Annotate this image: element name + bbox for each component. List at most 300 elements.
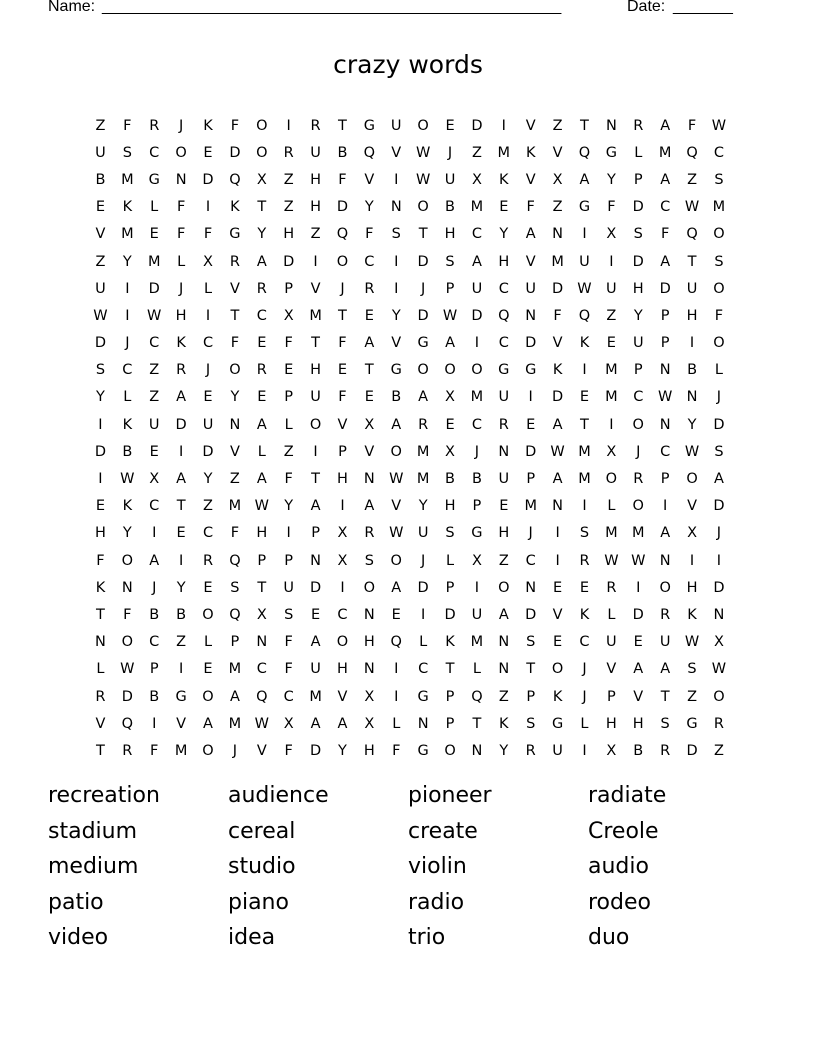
grid-cell[interactable]: H — [310, 171, 322, 188]
grid-cell[interactable]: R — [149, 117, 160, 134]
grid-cell[interactable]: F — [392, 742, 401, 759]
grid-cell[interactable]: R — [660, 606, 671, 623]
grid-cell[interactable]: I — [152, 525, 157, 542]
grid-cell[interactable]: H — [363, 634, 375, 651]
grid-cell[interactable]: P — [660, 307, 670, 324]
grid-cell[interactable]: O — [202, 606, 214, 623]
grid-cell[interactable]: B — [687, 362, 698, 379]
grid-cell[interactable]: Q — [471, 688, 483, 705]
grid-cell[interactable]: W — [389, 471, 404, 488]
grid-cell[interactable]: V — [95, 226, 106, 243]
grid-cell[interactable]: V — [391, 144, 402, 161]
grid-cell[interactable]: N — [256, 634, 268, 651]
grid-cell[interactable]: I — [125, 280, 130, 297]
grid-cell[interactable]: J — [232, 742, 238, 759]
grid-cell[interactable]: V — [256, 742, 267, 759]
grid-cell[interactable]: Q — [336, 226, 349, 243]
grid-cell[interactable]: N — [363, 661, 375, 678]
grid-cell[interactable]: W — [684, 634, 700, 651]
grid-cell[interactable]: N — [498, 443, 510, 460]
grid-cell[interactable]: D — [686, 742, 698, 759]
grid-cell[interactable]: I — [582, 362, 587, 379]
grid-cell[interactable]: K — [579, 335, 590, 352]
grid-cell[interactable]: H — [310, 199, 322, 216]
grid-cell[interactable]: F — [660, 226, 670, 243]
grid-cell[interactable]: B — [633, 742, 644, 759]
grid-cell[interactable]: E — [579, 389, 590, 406]
grid-cell[interactable]: U — [471, 280, 483, 297]
grid-cell[interactable]: Y — [633, 307, 643, 324]
grid-cell[interactable]: E — [606, 335, 616, 352]
grid-cell[interactable]: D — [444, 606, 456, 623]
grid-cell[interactable]: K — [499, 715, 509, 732]
grid-cell[interactable]: C — [149, 634, 160, 651]
grid-cell[interactable]: N — [659, 416, 671, 433]
grid-cell[interactable]: D — [471, 117, 483, 134]
grid-cell[interactable]: M — [309, 688, 322, 705]
grid-cell[interactable]: D — [148, 280, 160, 297]
grid-cell[interactable]: U — [95, 280, 106, 297]
grid-cell[interactable]: C — [337, 606, 348, 623]
grid-cell[interactable]: U — [444, 171, 456, 188]
grid-cell[interactable]: E — [553, 634, 563, 651]
grid-cell[interactable]: Y — [122, 253, 132, 270]
grid-cell[interactable]: R — [122, 742, 133, 759]
grid-cell[interactable]: C — [283, 688, 294, 705]
grid-cell[interactable]: O — [256, 117, 268, 134]
grid-cell[interactable]: D — [552, 280, 564, 297]
grid-cell[interactable]: N — [363, 471, 375, 488]
grid-cell[interactable]: I — [582, 226, 587, 243]
grid-cell[interactable]: O — [336, 253, 349, 270]
grid-cell[interactable]: M — [121, 226, 134, 243]
grid-cell[interactable]: T — [418, 226, 428, 243]
grid-cell[interactable]: X — [471, 552, 482, 569]
grid-cell[interactable]: R — [660, 742, 671, 759]
grid-cell[interactable]: N — [552, 498, 564, 515]
grid-cell[interactable]: W — [389, 525, 404, 542]
grid-cell[interactable]: C — [471, 226, 482, 243]
grid-cell[interactable]: X — [364, 715, 375, 732]
grid-cell[interactable]: V — [95, 715, 106, 732]
grid-cell[interactable]: O — [686, 471, 698, 488]
grid-cell[interactable]: A — [445, 335, 455, 352]
grid-cell[interactable]: O — [444, 362, 456, 379]
grid-cell[interactable]: Q — [363, 144, 376, 161]
grid-cell[interactable]: W — [631, 552, 646, 569]
grid-cell[interactable]: B — [176, 606, 187, 623]
grid-cell[interactable]: O — [121, 552, 134, 569]
grid-cell[interactable]: Z — [95, 253, 106, 270]
grid-cell[interactable]: V — [552, 144, 563, 161]
grid-cell[interactable]: F — [284, 634, 293, 651]
grid-cell[interactable]: O — [202, 688, 214, 705]
grid-cell[interactable]: N — [390, 199, 402, 216]
grid-cell[interactable]: Z — [310, 226, 321, 243]
grid-cell[interactable]: K — [579, 606, 590, 623]
grid-cell[interactable]: I — [555, 552, 560, 569]
grid-cell[interactable]: Z — [229, 471, 240, 488]
grid-cell[interactable]: Q — [686, 144, 698, 161]
grid-cell[interactable]: V — [364, 171, 375, 188]
grid-cell[interactable]: P — [606, 688, 616, 705]
grid-cell[interactable]: B — [445, 199, 455, 216]
grid-cell[interactable]: D — [525, 443, 537, 460]
grid-cell[interactable]: F — [338, 171, 347, 188]
grid-cell[interactable]: A — [391, 579, 402, 596]
grid-cell[interactable]: T — [364, 362, 374, 379]
grid-cell[interactable]: X — [337, 552, 348, 569]
grid-cell[interactable]: I — [178, 661, 184, 678]
grid-cell[interactable]: R — [176, 362, 187, 379]
grid-cell[interactable]: W — [120, 661, 135, 678]
grid-cell[interactable]: E — [95, 498, 106, 515]
grid-cell[interactable]: M — [712, 199, 726, 216]
grid-cell[interactable]: S — [445, 525, 455, 542]
grid-cell[interactable]: E — [203, 661, 213, 678]
grid-cell[interactable]: A — [310, 715, 321, 732]
grid-cell[interactable]: N — [498, 634, 510, 651]
grid-cell[interactable]: Z — [149, 362, 160, 379]
grid-cell[interactable]: U — [498, 471, 510, 488]
grid-cell[interactable]: J — [125, 335, 130, 352]
grid-cell[interactable]: G — [551, 715, 564, 732]
grid-cell[interactable]: I — [394, 688, 399, 705]
grid-cell[interactable]: Z — [176, 634, 187, 651]
grid-cell[interactable]: I — [286, 117, 291, 134]
grid-cell[interactable]: A — [337, 715, 348, 732]
grid-cell[interactable]: O — [229, 362, 241, 379]
grid-cell[interactable]: V — [337, 416, 348, 433]
grid-cell[interactable]: S — [714, 253, 724, 270]
grid-cell[interactable]: A — [660, 171, 671, 188]
grid-cell[interactable]: S — [579, 525, 590, 542]
grid-cell[interactable]: L — [607, 498, 616, 515]
grid-cell[interactable]: S — [687, 661, 697, 678]
grid-cell[interactable]: W — [415, 144, 431, 161]
grid-cell[interactable]: Y — [96, 389, 105, 406]
grid-cell[interactable]: C — [364, 253, 375, 270]
grid-cell[interactable]: E — [257, 389, 267, 406]
grid-cell[interactable]: A — [391, 416, 402, 433]
grid-cell[interactable]: E — [203, 389, 213, 406]
grid-cell[interactable]: Q — [390, 634, 402, 651]
grid-cell[interactable]: A — [310, 498, 321, 515]
grid-cell[interactable]: J — [420, 280, 426, 297]
grid-cell[interactable]: M — [416, 443, 430, 460]
grid-cell[interactable]: U — [390, 117, 402, 134]
grid-cell[interactable]: N — [525, 307, 537, 324]
grid-cell[interactable]: K — [122, 199, 133, 216]
grid-cell[interactable]: G — [686, 715, 698, 732]
grid-cell[interactable]: N — [659, 362, 671, 379]
grid-cell[interactable]: L — [257, 443, 266, 460]
grid-cell[interactable]: J — [178, 117, 184, 134]
grid-cell[interactable]: X — [364, 688, 375, 705]
grid-cell[interactable]: M — [578, 471, 591, 488]
grid-cell[interactable]: O — [202, 742, 214, 759]
grid-cell[interactable]: Q — [229, 552, 241, 569]
grid-cell[interactable]: I — [689, 552, 695, 569]
grid-cell[interactable]: R — [606, 579, 617, 596]
grid-cell[interactable]: J — [582, 661, 587, 678]
grid-cell[interactable]: W — [684, 443, 700, 460]
grid-cell[interactable]: J — [340, 280, 345, 297]
grid-cell[interactable]: Z — [498, 688, 509, 705]
grid-cell[interactable]: H — [444, 498, 456, 515]
grid-cell[interactable]: X — [606, 742, 617, 759]
grid-cell[interactable]: E — [391, 606, 401, 623]
grid-cell[interactable]: B — [337, 144, 348, 161]
grid-cell[interactable]: D — [417, 307, 429, 324]
grid-cell[interactable]: Q — [498, 307, 510, 324]
grid-cell[interactable]: R — [713, 715, 724, 732]
grid-cell[interactable]: W — [254, 715, 269, 732]
grid-cell[interactable]: O — [336, 634, 349, 651]
grid-cell[interactable]: Y — [364, 199, 374, 216]
grid-cell[interactable]: R — [283, 144, 294, 161]
grid-cell[interactable]: P — [445, 579, 455, 596]
grid-cell[interactable]: T — [257, 579, 267, 596]
grid-cell[interactable]: O — [390, 443, 402, 460]
grid-cell[interactable]: B — [149, 688, 160, 705]
grid-cell[interactable]: L — [607, 606, 616, 623]
grid-cell[interactable]: D — [229, 144, 241, 161]
grid-cell[interactable]: F — [526, 199, 535, 216]
grid-cell[interactable]: H — [363, 742, 375, 759]
grid-cell[interactable]: E — [203, 144, 213, 161]
grid-cell[interactable]: T — [526, 661, 536, 678]
grid-cell[interactable]: Y — [257, 226, 267, 243]
grid-cell[interactable]: Q — [229, 171, 241, 188]
grid-cell[interactable]: F — [284, 742, 293, 759]
grid-cell[interactable]: N — [552, 226, 564, 243]
grid-cell[interactable]: A — [256, 471, 267, 488]
grid-cell[interactable]: L — [419, 634, 428, 651]
grid-cell[interactable]: C — [471, 416, 482, 433]
grid-cell[interactable]: C — [633, 389, 644, 406]
grid-cell[interactable]: U — [632, 335, 644, 352]
grid-cell[interactable]: D — [202, 171, 214, 188]
grid-cell[interactable]: R — [633, 117, 644, 134]
grid-cell[interactable]: M — [497, 144, 511, 161]
grid-cell[interactable]: J — [178, 280, 184, 297]
grid-cell[interactable]: G — [417, 742, 429, 759]
grid-cell[interactable]: G — [229, 226, 241, 243]
grid-cell[interactable]: A — [552, 471, 563, 488]
grid-cell[interactable]: B — [471, 471, 482, 488]
grid-cell[interactable]: D — [121, 688, 133, 705]
grid-cell[interactable]: E — [176, 525, 186, 542]
grid-cell[interactable]: I — [98, 471, 103, 488]
grid-cell[interactable]: G — [175, 688, 187, 705]
grid-cell[interactable]: Y — [391, 307, 401, 324]
grid-cell[interactable]: C — [418, 661, 429, 678]
grid-cell[interactable]: A — [633, 661, 644, 678]
grid-cell[interactable]: S — [633, 226, 643, 243]
grid-cell[interactable]: Z — [283, 199, 294, 216]
grid-cell[interactable]: A — [660, 525, 671, 542]
grid-cell[interactable]: A — [256, 253, 267, 270]
grid-cell[interactable]: J — [716, 389, 722, 406]
grid-cell[interactable]: E — [364, 307, 374, 324]
grid-cell[interactable]: J — [474, 443, 480, 460]
grid-cell[interactable]: N — [363, 606, 375, 623]
grid-cell[interactable]: Y — [499, 226, 509, 243]
grid-cell[interactable]: S — [714, 171, 724, 188]
grid-cell[interactable]: O — [471, 362, 483, 379]
grid-cell[interactable]: U — [525, 280, 536, 297]
grid-cell[interactable]: Z — [95, 117, 106, 134]
grid-cell[interactable]: I — [394, 171, 399, 188]
grid-cell[interactable]: A — [660, 253, 671, 270]
grid-cell[interactable]: P — [633, 171, 643, 188]
grid-cell[interactable]: N — [310, 552, 321, 569]
grid-cell[interactable]: V — [525, 117, 536, 134]
grid-cell[interactable]: O — [417, 199, 429, 216]
grid-cell[interactable]: X — [606, 226, 617, 243]
grid-cell[interactable]: L — [123, 389, 132, 406]
grid-cell[interactable]: X — [256, 171, 267, 188]
grid-cell[interactable]: A — [364, 335, 375, 352]
grid-cell[interactable]: M — [121, 171, 134, 188]
grid-cell[interactable]: H — [94, 525, 106, 542]
grid-cell[interactable]: T — [96, 606, 105, 623]
grid-cell[interactable]: D — [713, 416, 725, 433]
grid-cell[interactable]: Y — [499, 742, 509, 759]
grid-cell[interactable]: W — [604, 552, 619, 569]
grid-cell[interactable]: H — [686, 579, 698, 596]
grid-cell[interactable]: G — [471, 525, 483, 542]
grid-cell[interactable]: S — [95, 362, 106, 379]
grid-cell[interactable]: W — [120, 471, 135, 488]
grid-cell[interactable]: L — [472, 661, 481, 678]
grid-cell[interactable]: W — [550, 443, 565, 460]
grid-cell[interactable]: H — [632, 280, 644, 297]
grid-cell[interactable]: D — [552, 389, 564, 406]
grid-cell[interactable]: R — [202, 552, 214, 569]
grid-cell[interactable]: I — [609, 253, 614, 270]
grid-cell[interactable]: M — [605, 389, 618, 406]
grid-cell[interactable]: Z — [471, 144, 482, 161]
grid-cell[interactable]: I — [125, 307, 130, 324]
grid-cell[interactable]: E — [257, 335, 267, 352]
grid-cell[interactable]: S — [284, 606, 294, 623]
grid-cell[interactable]: T — [338, 117, 347, 134]
grid-cell[interactable]: N — [686, 389, 698, 406]
grid-cell[interactable]: W — [657, 389, 673, 406]
grid-cell[interactable]: K — [552, 362, 563, 379]
grid-cell[interactable]: C — [256, 307, 267, 324]
grid-cell[interactable]: R — [579, 552, 590, 569]
grid-cell[interactable]: D — [525, 335, 537, 352]
grid-cell[interactable]: B — [95, 171, 106, 188]
grid-cell[interactable]: X — [471, 171, 482, 188]
grid-cell[interactable]: T — [580, 416, 589, 433]
grid-cell[interactable]: M — [658, 144, 672, 161]
grid-cell[interactable]: Q — [578, 307, 591, 324]
grid-cell[interactable]: I — [689, 335, 695, 352]
grid-cell[interactable]: P — [526, 688, 536, 705]
grid-cell[interactable]: A — [176, 389, 187, 406]
grid-cell[interactable]: Z — [713, 742, 724, 759]
grid-cell[interactable]: U — [417, 525, 429, 542]
grid-cell[interactable]: O — [713, 226, 725, 243]
grid-cell[interactable]: I — [582, 742, 587, 759]
grid-cell[interactable]: K — [122, 498, 133, 515]
grid-cell[interactable]: J — [420, 552, 426, 569]
grid-cell[interactable]: I — [205, 199, 211, 216]
grid-cell[interactable]: R — [418, 416, 429, 433]
grid-cell[interactable]: D — [632, 199, 644, 216]
grid-cell[interactable]: C — [660, 199, 671, 216]
grid-cell[interactable]: L — [580, 715, 589, 732]
grid-cell[interactable]: U — [283, 579, 294, 596]
grid-cell[interactable]: O — [390, 552, 402, 569]
grid-cell[interactable]: X — [687, 525, 697, 542]
grid-cell[interactable]: O — [632, 416, 644, 433]
grid-cell[interactable]: O — [256, 144, 268, 161]
grid-cell[interactable]: A — [310, 634, 321, 651]
grid-cell[interactable]: D — [713, 498, 725, 515]
grid-cell[interactable]: Y — [176, 579, 186, 596]
grid-cell[interactable]: Z — [203, 498, 213, 515]
grid-cell[interactable]: U — [202, 416, 214, 433]
grid-cell[interactable]: Q — [578, 144, 591, 161]
grid-cell[interactable]: V — [552, 606, 563, 623]
grid-cell[interactable]: G — [148, 171, 160, 188]
grid-cell[interactable]: Z — [498, 552, 509, 569]
grid-cell[interactable]: L — [177, 253, 186, 270]
grid-cell[interactable]: P — [338, 443, 347, 460]
grid-cell[interactable]: T — [311, 471, 320, 488]
grid-cell[interactable]: T — [230, 307, 240, 324]
grid-cell[interactable]: X — [256, 606, 267, 623]
grid-cell[interactable]: I — [286, 525, 291, 542]
grid-cell[interactable]: D — [202, 443, 214, 460]
grid-cell[interactable]: E — [203, 579, 213, 596]
grid-cell[interactable]: K — [499, 171, 509, 188]
grid-cell[interactable]: N — [121, 579, 133, 596]
grid-cell[interactable]: X — [149, 471, 160, 488]
grid-cell[interactable]: F — [687, 117, 697, 134]
grid-cell[interactable]: G — [498, 362, 510, 379]
grid-cell[interactable]: V — [391, 335, 402, 352]
grid-cell[interactable]: W — [93, 307, 108, 324]
grid-cell[interactable]: N — [605, 117, 617, 134]
grid-cell[interactable]: M — [632, 525, 645, 542]
grid-cell[interactable]: O — [309, 416, 322, 433]
grid-cell[interactable]: J — [582, 688, 587, 705]
grid-cell[interactable]: P — [284, 280, 294, 297]
grid-cell[interactable]: W — [442, 307, 458, 324]
grid-cell[interactable]: C — [202, 335, 214, 352]
grid-cell[interactable]: P — [284, 389, 294, 406]
grid-cell[interactable]: C — [202, 525, 214, 542]
grid-cell[interactable]: N — [175, 171, 187, 188]
grid-cell[interactable]: H — [605, 715, 617, 732]
grid-cell[interactable]: E — [526, 416, 536, 433]
grid-cell[interactable]: E — [579, 579, 590, 596]
grid-cell[interactable]: U — [498, 389, 510, 406]
grid-cell[interactable]: A — [149, 552, 160, 569]
grid-cell[interactable]: I — [205, 307, 211, 324]
grid-cell[interactable]: P — [445, 280, 455, 297]
grid-cell[interactable]: A — [418, 389, 429, 406]
grid-cell[interactable]: A — [498, 606, 509, 623]
grid-cell[interactable]: Y — [122, 525, 132, 542]
grid-cell[interactable]: U — [659, 634, 671, 651]
